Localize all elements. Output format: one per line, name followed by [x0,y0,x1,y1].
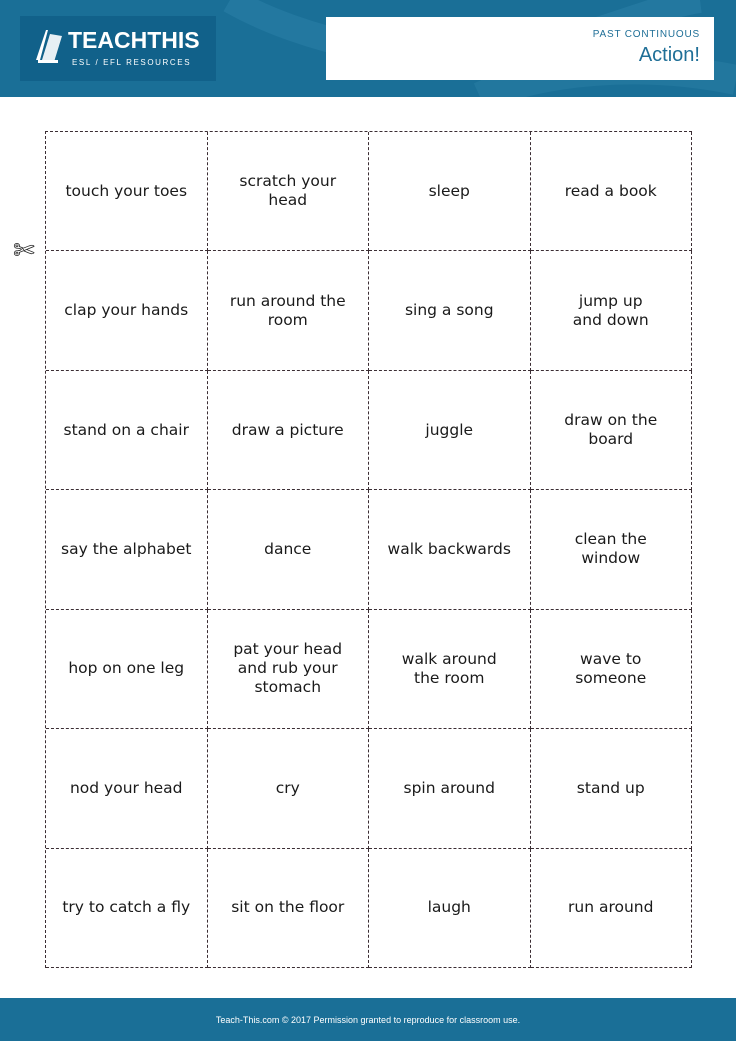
action-card: stand up [531,729,693,848]
action-card: nod your head [46,729,208,848]
action-card: try to catch a fly [46,849,208,968]
action-card: clap your hands [46,251,208,370]
worksheet-title: Action! [638,44,700,66]
action-card: say the alphabet [46,490,208,609]
book-logo-icon [34,26,64,66]
action-card: jump up and down [531,251,693,370]
action-card: sleep [369,132,531,251]
action-card: hop on one leg [46,610,208,729]
logo-text: TEACHTHIS [68,27,200,53]
worksheet-title-box [326,17,714,80]
copyright-text: Teach-This.com © 2017 Permission granted to reproduce for classroom use. [215,1014,521,1025]
action-card: read a book [531,132,693,251]
action-card: dance [208,490,370,609]
action-card: draw on the board [531,371,693,490]
action-card: laugh [369,849,531,968]
action-card: cry [208,729,370,848]
action-card: pat your head and rub your stomach [208,610,370,729]
action-card: stand on a chair [46,371,208,490]
action-card-grid [45,131,692,968]
action-card: juggle [369,371,531,490]
scissors-icon: ✄ [13,236,35,266]
action-card: walk around the room [369,610,531,729]
action-card: sit on the floor [208,849,370,968]
action-card: touch your toes [46,132,208,251]
logo-subtitle: ESL / EFL RESOURCES [72,58,192,67]
action-card: clean the window [531,490,693,609]
action-card: spin around [369,729,531,848]
action-card: run around the room [208,251,370,370]
teachthis-logo[interactable] [20,16,216,81]
action-card: walk backwards [369,490,531,609]
worksheet-subtitle: PAST CONTINUOUS [592,29,700,40]
action-card: scratch your head [208,132,370,251]
action-card: wave to someone [531,610,693,729]
action-card: draw a picture [208,371,370,490]
header-bar [0,0,736,97]
action-card: sing a song [369,251,531,370]
action-card: run around [531,849,693,968]
footer-bar [0,998,736,1041]
